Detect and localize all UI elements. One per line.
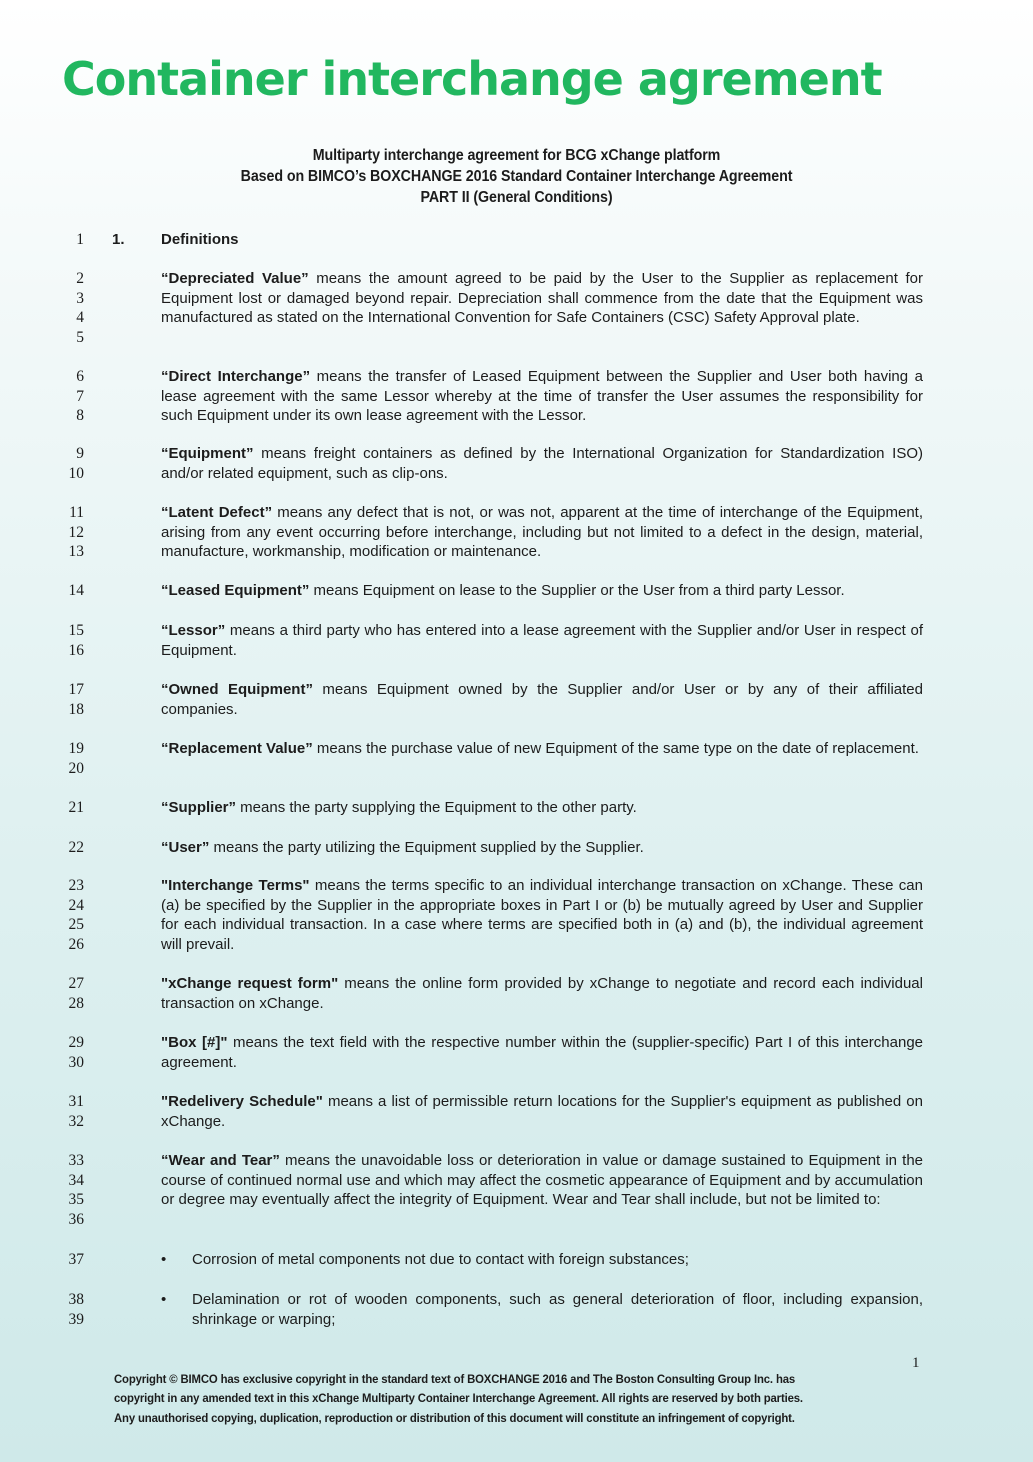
definition-term: “Wear and Tear” [161, 1152, 280, 1169]
copyright-line-1: Copyright © BIMCO has exclusive copyright in the standard text of BOXCHANGE 2016 and The Boston Consulting Group Inc. has [114, 1372, 796, 1386]
line-numbers [54, 367, 84, 426]
document-header [0, 145, 1033, 208]
definition-body [161, 680, 923, 719]
definition-body [161, 798, 923, 818]
definition-body [161, 1092, 923, 1131]
definition-text: means freight containers as defined by the International Organization for Standardization ISO) and/or related equipment, such as clip-ons. [161, 445, 923, 482]
bullet-icon: • [161, 1251, 167, 1268]
line-number: 32 [68, 1112, 84, 1130]
definition-body [161, 739, 923, 759]
line-numbers [54, 581, 84, 601]
line-number: 12 [68, 523, 84, 541]
line-number: 4 [76, 309, 84, 327]
definition-term: "Redelivery Schedule" [161, 1093, 323, 1110]
line-numbers [54, 444, 84, 483]
definition-text: means the party utilizing the Equipment supplied by the Supplier. [209, 839, 644, 856]
line-number: 6 [76, 368, 84, 385]
line-numbers [54, 269, 84, 347]
definition-term: “Replacement Value” [161, 740, 313, 757]
line-number: 18 [68, 700, 84, 718]
definition-text: means the online form provided by xChange to negotiate and record each individual transaction on xChange. [161, 975, 923, 1012]
line-numbers [54, 621, 84, 660]
line-number: 25 [68, 916, 84, 934]
definition-term: “Depreciated Value” [161, 270, 309, 287]
definition-term: “User” [161, 839, 210, 856]
line-number: 24 [68, 896, 84, 914]
definition-body [161, 503, 923, 562]
definition-body [161, 838, 923, 858]
line-number: 1 [76, 231, 84, 248]
definition-text: means the party supplying the Equipment to the other party. [236, 799, 637, 816]
definition-term: “Owned Equipment” [161, 681, 313, 698]
definition-text: means the purchase value of new Equipment of the same type on the date of replacement. [312, 740, 919, 757]
bullet-icon: • [161, 1291, 167, 1308]
line-number: 28 [68, 994, 84, 1012]
definition-term: “Equipment” [161, 445, 254, 462]
page-title: Container interchange agrement [62, 52, 882, 106]
definition-term: "xChange request form" [161, 975, 339, 992]
copyright-line-2: copyright in any amended text in this xChange Multiparty Container Interchange Agreement. All rights are reserved by both parties. [114, 1391, 803, 1406]
line-number: 3 [76, 289, 84, 307]
line-number: 29 [68, 1034, 84, 1051]
line-numbers [54, 739, 84, 778]
definition-body [161, 1151, 923, 1210]
line-number: 19 [68, 740, 84, 757]
definition-text: means the transfer of Leased Equipment between the Supplier and User both having a lease agreement with the same Lessor whereby at the time of transfer the User assumes the responsibility for such Equipment under its own lease agreement with the Lessor. [161, 368, 923, 425]
line-numbers [54, 680, 84, 719]
line-numbers [54, 1151, 84, 1229]
line-number: 20 [68, 759, 84, 777]
header-line-1: Multiparty interchange agreement for BCG xChange platform [312, 147, 721, 164]
line-number: 39 [68, 1310, 84, 1328]
section-number: 1. [112, 231, 125, 248]
line-number: 26 [68, 935, 84, 953]
line-numbers [54, 503, 84, 562]
definition-term: “Latent Defect” [161, 504, 273, 521]
line-number: 37 [68, 1251, 84, 1268]
line-number: 27 [68, 975, 84, 992]
definition-body [161, 367, 923, 426]
bullet-text: Corrosion of metal components not due to contact with foreign substances; [192, 1251, 689, 1268]
line-number: 2 [76, 270, 84, 287]
line-number: 14 [68, 582, 84, 599]
line-number: 5 [76, 328, 84, 346]
line-number: 8 [76, 407, 84, 425]
line-number: 38 [68, 1291, 84, 1308]
definition-term: “Lessor” [161, 622, 226, 639]
line-numbers [54, 974, 84, 1013]
header-line-3: PART II (General Conditions) [420, 189, 613, 206]
definition-body [161, 269, 923, 328]
line-numbers [54, 1092, 84, 1131]
definition-body [161, 621, 923, 660]
definition-term: “Direct Interchange” [161, 368, 311, 385]
line-number: 11 [69, 504, 84, 521]
definition-text: means the text field with the respective number within the (supplier-specific) Part I of this interchange agreement. [161, 1034, 924, 1071]
line-number: 21 [68, 799, 84, 816]
line-number: 36 [68, 1210, 84, 1228]
line-number: 31 [68, 1093, 84, 1110]
line-number: 13 [68, 543, 84, 561]
line-number: 10 [68, 464, 84, 482]
definition-text: means any defect that is not, or was not, apparent at the time of interchange of the Equipment, arising from any event occurring before interchange, including but not limited to a defect in the design, material, manufacture, workmanship, modification or maintenance. [161, 504, 923, 561]
definition-body [161, 581, 923, 601]
line-numbers [54, 1033, 84, 1072]
line-number: 34 [68, 1171, 84, 1189]
line-numbers [54, 838, 84, 858]
definition-term: "Box [#]" [161, 1034, 228, 1051]
definition-term: “Leased Equipment” [161, 582, 310, 599]
definition-term: “Supplier” [161, 799, 237, 816]
line-number: 9 [76, 445, 84, 462]
line-number: 17 [68, 681, 84, 698]
line-numbers [54, 1250, 84, 1270]
definition-term: "Interchange Terms" [161, 877, 310, 894]
bullet-text: Delamination or rot of wooden components, such as general deterioration of floor, including expansion, shrinkage or warping; [192, 1291, 923, 1328]
line-number: 35 [68, 1191, 84, 1209]
definition-text: means the unavoidable loss or deterioration in value or damage sustained to Equipment in the course of continued normal use and which may affect the cosmetic appearance of Equipment and by accumulation or degree may eventually affect the integrity of Equipment. Wear and Tear shall include, but not be limited to: [161, 1152, 923, 1209]
definition-text: means a third party who has entered into a lease agreement with the Supplier and/or User in respect of Equipment. [161, 622, 923, 659]
definition-text: means a list of permissible return locations for the Supplier's equipment as published on xChange. [161, 1093, 923, 1130]
header-line-2: Based on BIMCO’s BOXCHANGE 2016 Standard Container Interchange Agreement [240, 168, 793, 185]
line-number: 22 [68, 839, 84, 856]
line-number: 23 [68, 877, 84, 894]
line-number: 15 [68, 622, 84, 639]
copyright-line-3: Any unauthorised copying, duplication, reproduction or distribution of this document will constitute an infringement of copyright. [114, 1410, 795, 1425]
definition-body [161, 974, 923, 1013]
definition-body [161, 1033, 923, 1072]
line-number: 16 [68, 641, 84, 659]
definition-text: means the amount agreed to be paid by the User to the Supplier as replacement for Equipment lost or damaged beyond repair. Depreciation shall commence from the date that the Equipment was manufactured as stated on the International Convention for Safe Containers (CSC) Safety Approval plate. [161, 270, 923, 327]
line-numbers [54, 876, 84, 954]
definition-text: means Equipment on lease to the Supplier or the User from a third party Lessor. [309, 582, 845, 599]
copyright-notice [114, 1370, 914, 1428]
line-number: 33 [68, 1152, 84, 1169]
line-numbers [54, 230, 84, 250]
line-number: 30 [68, 1053, 84, 1071]
line-number: 7 [76, 387, 84, 405]
section-title: Definitions [161, 231, 239, 248]
definition-text: means Equipment owned by the Supplier and/or User or by any of their affiliated companies. [161, 681, 923, 718]
definition-body [161, 444, 923, 483]
definition-body [161, 876, 923, 954]
line-numbers [54, 798, 84, 818]
line-numbers [54, 1290, 84, 1329]
definition-text: means the terms specific to an individual interchange transaction on xChange. These can (a) be specified by the Supplier in the appropriate boxes in Part I or (b) be mutually agreed by User and Supplier for each individual transaction. In a case where terms are specified both in (a) and (b), the individual agreement will prevail. [161, 877, 923, 953]
page-number: 1 [912, 1355, 920, 1371]
